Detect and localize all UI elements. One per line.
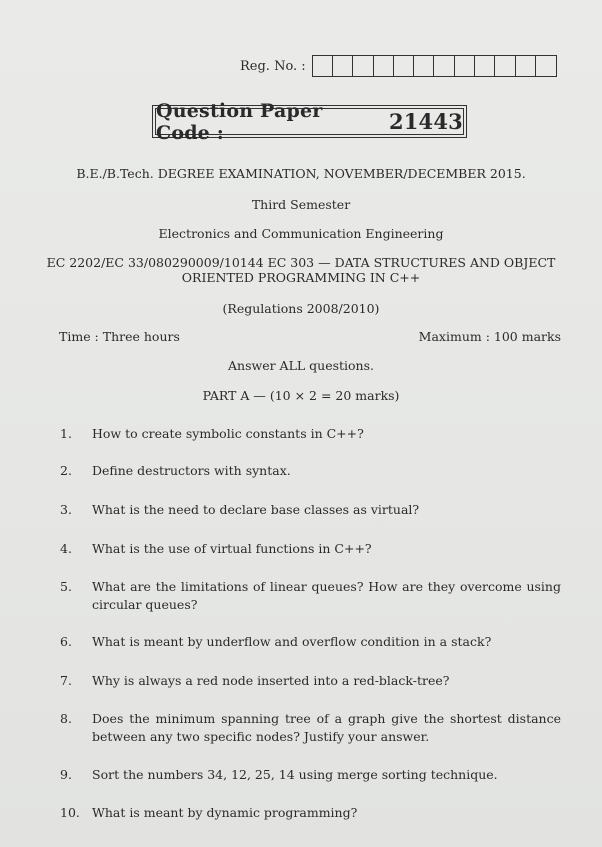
reg-number-box: [313, 56, 333, 76]
question-number: 6.: [60, 634, 72, 649]
question-number: 1.: [60, 426, 72, 441]
question-item: [60, 766, 561, 784]
reg-number-box: [475, 56, 495, 76]
question-item: [60, 672, 561, 690]
maximum-marks: Maximum : 100 marks: [418, 329, 561, 344]
question-number: 2.: [60, 463, 72, 478]
question-paper-code-number: 21443: [388, 109, 463, 134]
question-text: How to create symbolic constants in C++?: [92, 426, 364, 441]
exam-title: B.E./B.Tech. DEGREE EXAMINATION, NOVEMBER/DECEMBER 2015.: [76, 166, 526, 181]
question-item: [60, 710, 561, 746]
question-item: [60, 462, 561, 480]
reg-number-box: [374, 56, 394, 76]
instruction: Answer ALL questions.: [228, 358, 374, 373]
reg-number-box: [353, 56, 373, 76]
question-text: What are the limitations of linear queues? How are they overcome using circular queues?: [92, 579, 561, 612]
reg-number-label: Reg. No. :: [240, 58, 306, 74]
reg-number-boxes: [312, 55, 558, 77]
course-title-line-2: ORIENTED PROGRAMMING IN C++: [181, 270, 421, 285]
question-number: 5.: [60, 579, 72, 594]
question-paper-code-box: [152, 99, 467, 144]
reg-number-box: [434, 56, 454, 76]
question-number: 7.: [60, 673, 72, 688]
question-number: 4.: [60, 541, 72, 556]
reg-number-box: [536, 56, 556, 76]
time-marks-row: [59, 329, 561, 344]
question-text: Define destructors with syntax.: [92, 463, 291, 478]
question-item: [60, 804, 561, 822]
department: Electronics and Communication Engineering: [158, 226, 444, 241]
reg-number-box: [414, 56, 434, 76]
course-title-line-1: EC 2202/EC 33/080290009/10144 EC 303 — DATA STRUCTURES AND OBJECT: [46, 255, 556, 270]
question-text: What is meant by underflow and overflow condition in a stack?: [92, 634, 492, 649]
reg-number-box: [455, 56, 475, 76]
question-paper-code-label: Question Paper Code :: [156, 99, 323, 144]
question-item: [60, 501, 561, 519]
reg-number-box: [394, 56, 414, 76]
question-item: [60, 633, 561, 651]
question-text: What is the need to declare base classes as virtual?: [92, 502, 420, 517]
question-text: What is the use of virtual functions in C++?: [92, 541, 372, 556]
part-a-heading: PART A — (10 × 2 = 20 marks): [202, 388, 400, 403]
question-number: 3.: [60, 502, 72, 517]
question-number: 9.: [60, 767, 72, 782]
regulations: (Regulations 2008/2010): [222, 301, 380, 316]
question-item: [60, 578, 561, 614]
question-number: 10.: [60, 805, 80, 820]
question-item: [60, 425, 561, 443]
reg-number-field: [240, 55, 557, 77]
question-text: Sort the numbers 34, 12, 25, 14 using merge sorting technique.: [92, 767, 498, 782]
question-text: Does the minimum spanning tree of a graph give the shortest distance between any two specific nodes? Justify your answer.: [92, 711, 561, 744]
question-item: [60, 540, 561, 558]
reg-number-box: [495, 56, 515, 76]
time-duration: Time : Three hours: [59, 329, 180, 344]
question-text: Why is always a red node inserted into a red-black-tree?: [92, 673, 450, 688]
question-text: What is meant by dynamic programming?: [92, 805, 358, 820]
reg-number-box: [516, 56, 536, 76]
semester: Third Semester: [251, 197, 351, 212]
reg-number-box: [333, 56, 353, 76]
question-number: 8.: [60, 711, 72, 726]
